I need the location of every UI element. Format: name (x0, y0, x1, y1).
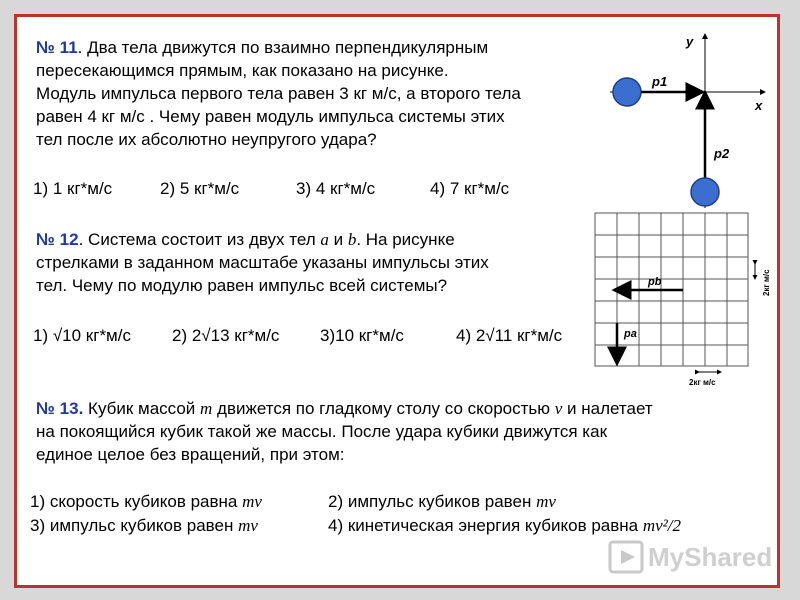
problem-13-option-1: 1) скорость кубиков равна mv (30, 492, 262, 511)
scale-horizontal-label: 2кг м/с (689, 378, 716, 387)
problem-13-option-4: 4) кинетическая энергия кубиков равна mv²/2 (328, 516, 681, 535)
problem-11-line-4: равен 4 кг м/с . Чему равен модуль импульса системы этих (36, 107, 505, 126)
problem-11-line-3: Модуль импульса первого тела равен 3 кг м/с, а второго тела (36, 84, 521, 103)
problem-12-number: № 12 (36, 230, 79, 249)
problem-13-line-3: единое целое без вращений, при этом: (36, 445, 345, 464)
problem-12-line-3: тел. Чему по модулю равен импульс всей системы? (36, 276, 448, 295)
problem-11-answer-2: 2) 5 кг*м/с (160, 179, 240, 198)
p2-label: p2 (714, 146, 730, 161)
problem-11-figure (600, 28, 770, 218)
problem-12-answer-4: 4) 2√11 кг*м/с (456, 326, 563, 345)
problem-11-line-1: № 11. Два тела движутся по взаимно перпендикулярным (36, 38, 489, 57)
problem-12-answer-2: 2) 2√13 кг*м/с (172, 326, 280, 345)
problem-11-number: № 11 (36, 38, 78, 57)
pb-label: pb (648, 276, 662, 288)
p1-label: p1 (652, 74, 668, 89)
problem-11-line-5: тел после их абсолютно неупругого удара? (36, 130, 377, 149)
problem-12-line-1: № 12. Система состоит из двух тел a и b. На рисунке (36, 230, 455, 249)
y-axis-label: y (686, 34, 694, 49)
problem-13-number: № 13. (36, 399, 84, 418)
scale-vertical-label: 2кг м/с (762, 269, 771, 296)
problem-12-answer-3: 3)10 кг*м/с (320, 326, 404, 345)
watermark (608, 538, 773, 582)
problem-12-answer-1: 1) √10 кг*м/с (33, 326, 131, 345)
problem-11-answer-4: 4) 7 кг*м/с (430, 179, 510, 198)
problem-13-option-3: 3) импульс кубиков равен mv (30, 516, 258, 535)
problem-11-answer-1: 1) 1 кг*м/с (33, 179, 113, 198)
problem-13-line-2: на покоящийся кубик такой же массы. После удара кубики движутся как (36, 422, 608, 441)
watermark-logo-icon (608, 540, 648, 576)
problem-11-line-2: пересекающимся прямым, как показано на рисунке. (36, 61, 449, 80)
x-axis-label: x (755, 98, 763, 113)
pa-label: pa (624, 328, 637, 340)
watermark-text: MyShared (648, 542, 773, 572)
problem-13-line-1: № 13. Кубик массой m движется по гладкому столу со скоростью v и налетает (36, 399, 653, 418)
problem-12-figure (588, 206, 778, 391)
problem-11-answer-3: 3) 4 кг*м/с (296, 179, 376, 198)
body-2 (691, 178, 719, 206)
body-1 (613, 78, 641, 106)
problem-13-option-2: 2) импульс кубиков равен mv (328, 492, 556, 511)
problem-12-line-2: стрелками в заданном масштабе указаны импульсы этих (36, 253, 489, 272)
